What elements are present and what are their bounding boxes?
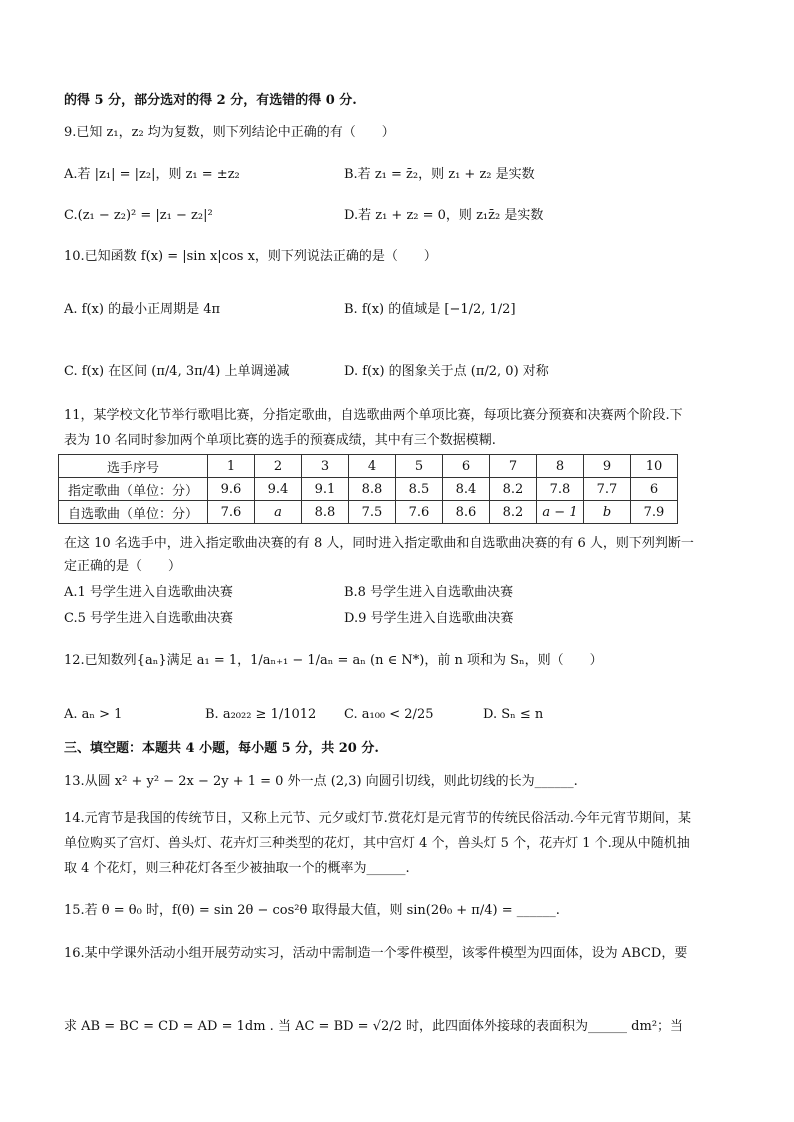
- table-cell: 9.1: [302, 478, 349, 501]
- q11-stem-line1: 11，某学校文化节举行歌唱比赛，分指定歌曲，自选歌曲两个单项比赛，每项比赛分预赛和决赛两个阶段.下: [64, 408, 683, 423]
- q14-line2: 单位购买了宫灯、兽头灯、花卉灯三种类型的花灯，其中宫灯 4 个，兽头灯 5 个，花卉灯 1 个.现从中随机抽: [64, 836, 690, 851]
- table-cell: 8.8: [302, 501, 349, 524]
- q12-option-b: B. a₂₀₂₂ ≥ 1/1012: [205, 707, 317, 722]
- q14-line1: 14.元宵节是我国的传统节日，又称上元节、元夕或灯节.赏花灯是元宵节的传统民俗活动.今年元宵节期间，某: [64, 811, 691, 826]
- q12-option-a: A. aₙ > 1: [64, 707, 123, 722]
- table-cell: a − 1: [537, 501, 584, 524]
- q9-option-a: A.若 |z₁| = |z₂|，则 z₁ = ±z₂: [64, 167, 240, 182]
- section-3-heading: 三、填空题：本题共 4 小题，每小题 5 分，共 20 分.: [64, 741, 379, 756]
- q10-stem: 10.已知函数 f(x) = |sin x|cos x，则下列说法正确的是（ ）: [64, 249, 437, 264]
- table-row: [59, 455, 678, 478]
- table-cell: 2: [255, 455, 302, 478]
- table-cell: a: [255, 501, 302, 524]
- q11-option-b: B.8 号学生进入自选歌曲决赛: [344, 585, 514, 600]
- table-row: [59, 478, 678, 501]
- q11-option-a: A.1 号学生进入自选歌曲决赛: [64, 585, 233, 600]
- q11-option-c: C.5 号学生进入自选歌曲决赛: [64, 611, 234, 626]
- table-cell: 8.6: [443, 501, 490, 524]
- table-cell: 8: [537, 455, 584, 478]
- table-cell: 6: [631, 478, 678, 501]
- q9-option-d: D.若 z₁ + z₂ = 0，则 z₁z̄₂ 是实数: [344, 208, 544, 223]
- q16-line2: 求 AB = BC = CD = AD = 1dm . 当 AC = BD = √2/2 时，此四面体外接球的表面积为______ dm²；当: [64, 1019, 684, 1034]
- table-cell: 8.8: [349, 478, 396, 501]
- q12-option-d: D. Sₙ ≤ n: [483, 707, 544, 722]
- q9-option-c: C.(z₁ − z₂)² = |z₁ − z₂|²: [64, 208, 213, 223]
- table-cell: 选手序号: [59, 455, 208, 478]
- table-cell: 自选歌曲（单位：分）: [59, 501, 208, 524]
- q12-stem: 12.已知数列{aₙ}满足 a₁ = 1，1/aₙ₊₁ − 1/aₙ = aₙ (n ∈ N*)，前 n 项和为 Sₙ，则（ ）: [64, 653, 603, 668]
- table-cell: 9.4: [255, 478, 302, 501]
- table-row: [59, 501, 678, 524]
- table-cell: 7.6: [396, 501, 443, 524]
- table-cell: 3: [302, 455, 349, 478]
- table-cell: b: [584, 501, 631, 524]
- q15-text: 15.若 θ = θ₀ 时，f(θ) = sin 2θ − cos²θ 取得最大值，则 sin(2θ₀ + π/4) = ______.: [64, 903, 560, 918]
- table-cell: 10: [631, 455, 678, 478]
- table-cell: 7.5: [349, 501, 396, 524]
- q10-option-b: B. f(x) 的值域是 [−1/2, 1/2]: [344, 302, 516, 317]
- table-cell: 1: [208, 455, 255, 478]
- table-cell: 7.6: [208, 501, 255, 524]
- q9-option-b: B.若 z₁ = z̄₂，则 z₁ + z₂ 是实数: [344, 167, 535, 182]
- table-cell: 5: [396, 455, 443, 478]
- table-cell: 7.9: [631, 501, 678, 524]
- q9-stem: 9.已知 z₁，z₂ 均为复数，则下列结论中正确的有（ ）: [64, 125, 395, 140]
- q10-option-d: D. f(x) 的图象关于点 (π/2, 0) 对称: [344, 364, 549, 379]
- q10-option-c: C. f(x) 在区间 (π/4, 3π/4) 上单调递减: [64, 364, 290, 379]
- table-cell: 8.2: [490, 501, 537, 524]
- table-cell: 8.2: [490, 478, 537, 501]
- scores-table: [58, 454, 678, 524]
- table-cell: 8.4: [443, 478, 490, 501]
- table-cell: 7: [490, 455, 537, 478]
- q16-line1: 16.某中学课外活动小组开展劳动实习，活动中需制造一个零件模型，该零件模型为四面体，设为 ABCD，要: [64, 946, 688, 961]
- table-cell: 指定歌曲（单位：分）: [59, 478, 208, 501]
- table-cell: 8.5: [396, 478, 443, 501]
- q11-option-d: D.9 号学生进入自选歌曲决赛: [344, 611, 514, 626]
- q11-stem-line2: 表为 10 名同时参加两个单项比赛的选手的预赛成绩，其中有三个数据模糊.: [64, 433, 496, 448]
- q10-option-a: A. f(x) 的最小正周期是 4π: [64, 302, 221, 317]
- intro-line: 的得 5 分，部分选对的得 2 分，有选错的得 0 分.: [64, 93, 357, 108]
- table-cell: 7.7: [584, 478, 631, 501]
- q11-after-line1: 在这 10 名选手中，进入指定歌曲决赛的有 8 人，同时进入指定歌曲和自选歌曲决赛的有 6 人，则下列判断一: [64, 536, 694, 551]
- q12-option-c: C. a₁₀₀ < 2/25: [344, 707, 434, 722]
- table-cell: 9: [584, 455, 631, 478]
- q11-after-line2: 定正确的是（ ）: [64, 559, 182, 574]
- q14-line3: 取 4 个花灯，则三种花灯各至少被抽取一个的概率为______.: [64, 861, 410, 876]
- table-cell: 7.8: [537, 478, 584, 501]
- table-cell: 6: [443, 455, 490, 478]
- q13-text: 13.从圆 x² + y² − 2x − 2y + 1 = 0 外一点 (2,3) 向圆引切线，则此切线的长为______.: [64, 774, 578, 789]
- table-cell: 4: [349, 455, 396, 478]
- table-cell: 9.6: [208, 478, 255, 501]
